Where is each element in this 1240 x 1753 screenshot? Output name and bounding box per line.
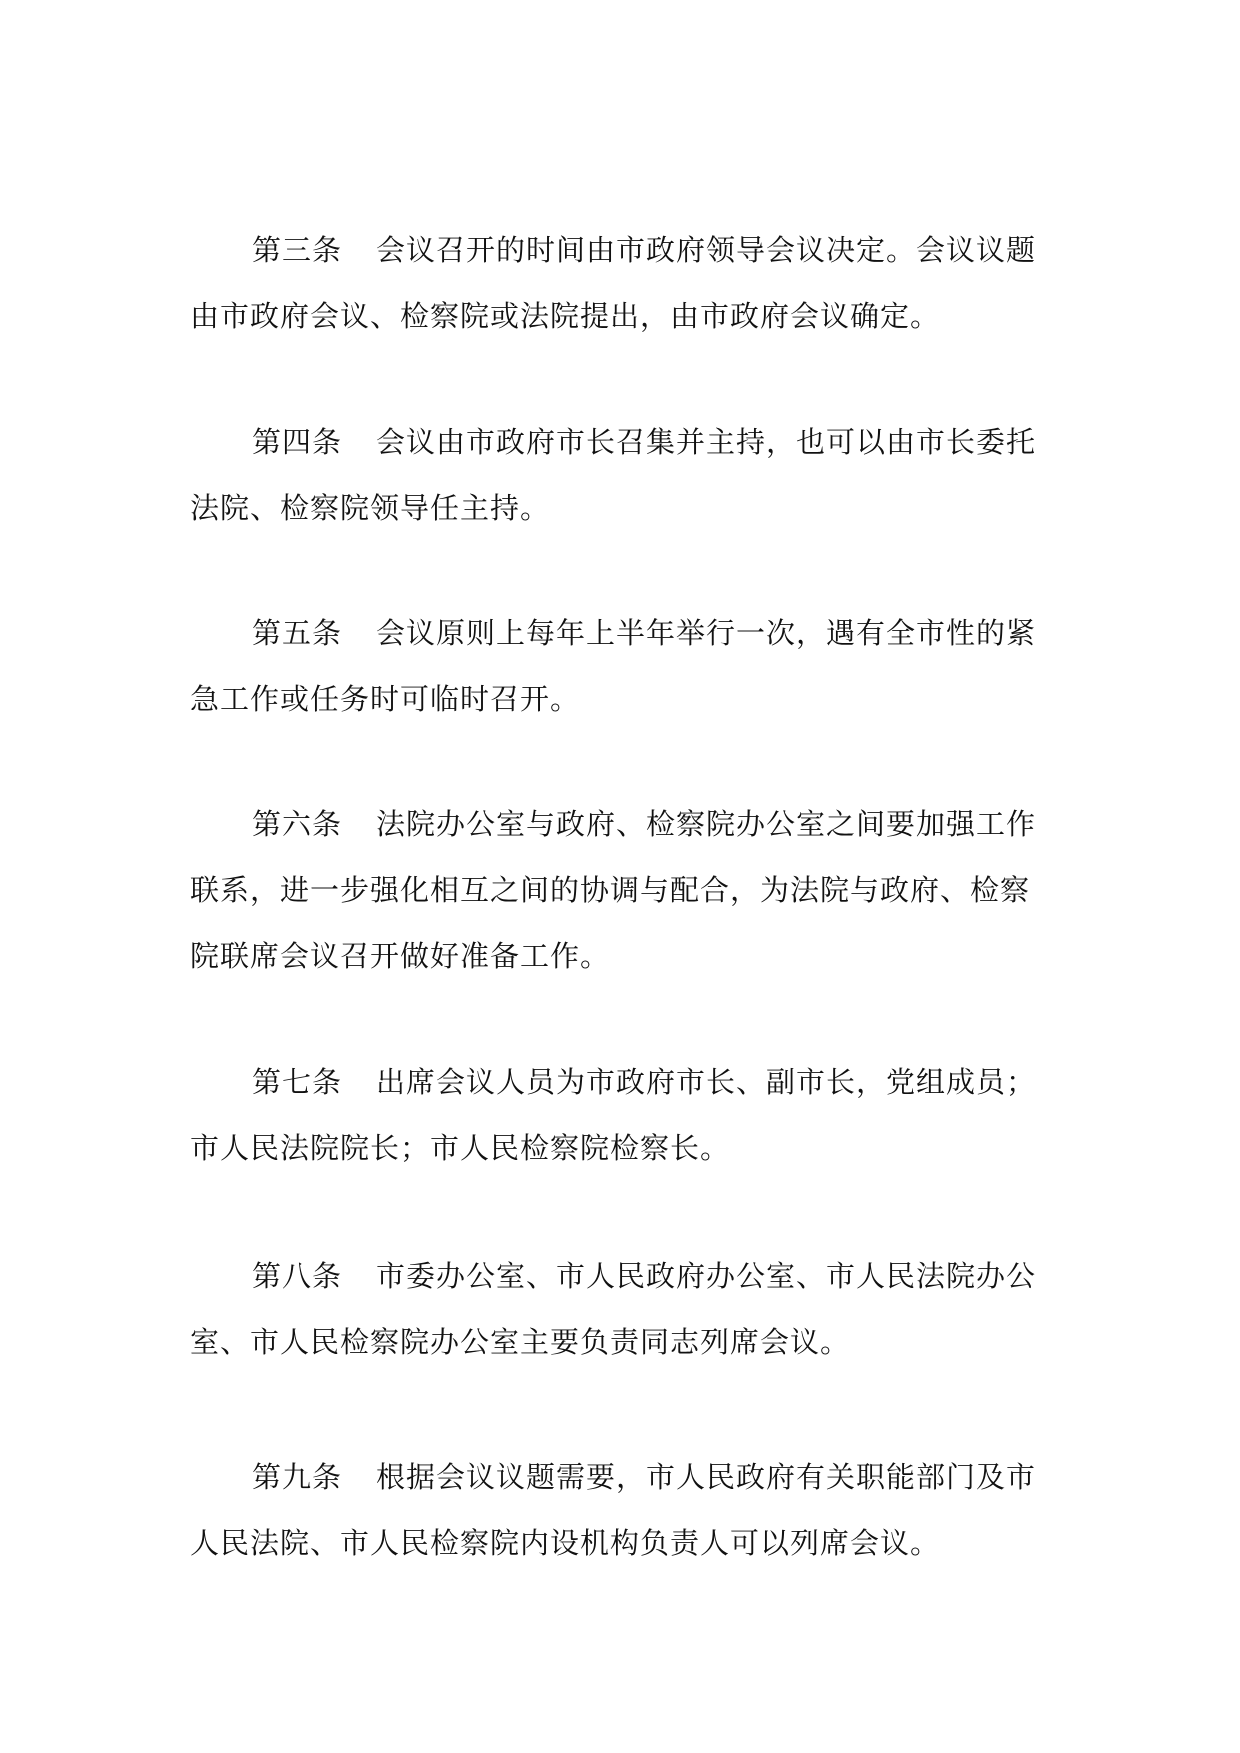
article-text: 联系，进一步强化相互之间的协调与配合，为法院与政府、检察 (190, 873, 1031, 907)
article-text: 院联席会议召开做好准备工作。 (190, 939, 611, 973)
article-first-line (190, 1243, 1060, 1309)
article-text: 出席会议人员为市政府市长、副市长，党组成员； (376, 1065, 1037, 1099)
article-text: 根据会议议题需要，市人民政府有关职能部门及市 (376, 1460, 1037, 1494)
article-6 (190, 791, 1060, 989)
article-first-line (190, 1049, 1060, 1115)
article-first-line (190, 600, 1060, 666)
article-first-line (190, 791, 1060, 857)
article-number: 第八条 (252, 1259, 343, 1293)
article-text: 人民法院、市人民检察院内设机构负责人可以列席会议。 (190, 1526, 941, 1560)
article-number: 第六条 (252, 807, 343, 841)
article-4 (190, 409, 1060, 541)
article-text: 会议由市政府市长召集并主持，也可以由市长委托 (376, 425, 1037, 459)
article-text: 市委办公室、市人民政府办公室、市人民法院办公 (376, 1259, 1037, 1293)
article-text: 会议原则上每年上半年举行一次，遇有全市性的紧 (376, 616, 1037, 650)
article-number: 第三条 (252, 233, 343, 267)
article-text: 法院、检察院领导任主持。 (190, 491, 551, 525)
article-first-line (190, 1444, 1060, 1510)
article-text: 由市政府会议、检察院或法院提出，由市政府会议确定。 (190, 299, 941, 333)
article-7 (190, 1049, 1060, 1181)
article-number: 第五条 (252, 616, 343, 650)
article-5 (190, 600, 1060, 732)
article-number: 第七条 (252, 1065, 343, 1099)
article-text: 法院办公室与政府、检察院办公室之间要加强工作 (376, 807, 1037, 841)
article-number: 第九条 (252, 1460, 343, 1494)
article-9 (190, 1444, 1060, 1576)
article-text: 会议召开的时间由市政府领导会议决定。会议议题 (376, 233, 1037, 267)
article-text: 市人民法院院长；市人民检察院检察长。 (190, 1131, 731, 1165)
article-number: 第四条 (252, 425, 343, 459)
article-8 (190, 1243, 1060, 1375)
article-first-line (190, 409, 1060, 475)
article-text: 室、市人民检察院办公室主要负责同志列席会议。 (190, 1325, 851, 1359)
article-3 (190, 217, 1060, 349)
article-text: 急工作或任务时可临时召开。 (190, 682, 581, 716)
article-first-line (190, 217, 1060, 283)
